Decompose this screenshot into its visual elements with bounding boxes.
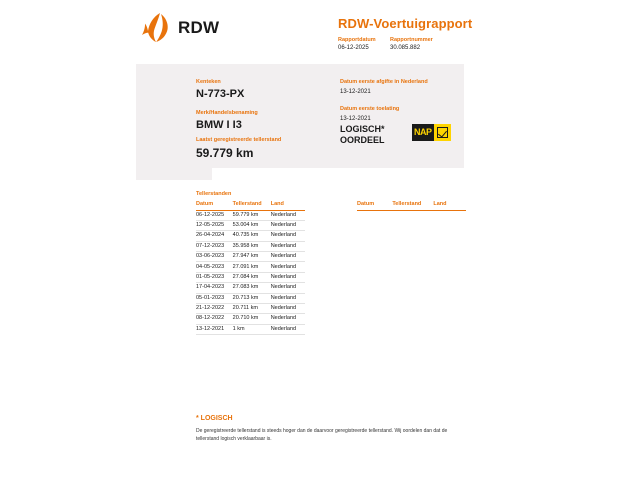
cell-datum: 17-04-2023	[196, 283, 233, 293]
footnote-title: * LOGISCH	[196, 415, 233, 422]
cell-tellerstand: 27.083 km	[233, 283, 271, 293]
cell-datum: 13-12-2021	[196, 324, 233, 334]
eerste-toelating-value: 13-12-2021	[340, 116, 371, 122]
table-row	[196, 252, 305, 262]
card-left-column	[196, 78, 346, 140]
cell-land: Nederland	[271, 220, 305, 230]
cell-land: Nederland	[271, 210, 305, 220]
cell-tellerstand: 40.735 km	[233, 231, 271, 241]
meta-report-number-value: 30.085.882	[390, 45, 421, 51]
cell-datum: 12-05-2025	[196, 220, 233, 230]
rdw-logo-text: RDW	[178, 18, 220, 37]
cell-land: Nederland	[271, 293, 305, 303]
column-header-datum-2: Datum	[357, 200, 392, 210]
verdict-block	[340, 124, 385, 146]
table-row	[196, 231, 305, 241]
cell-land: Nederland	[271, 262, 305, 272]
meta-report-number-label: Rapportnummer	[390, 37, 433, 43]
cell-datum: 08-12-2022	[196, 314, 233, 324]
cell-land: Nederland	[271, 283, 305, 293]
cell-land: Nederland	[271, 324, 305, 334]
nap-badge	[412, 124, 452, 141]
table-row	[196, 241, 305, 251]
nap-label: NAP	[412, 124, 434, 141]
column-header-land-2: Land	[433, 200, 466, 210]
kenteken-label: Kenteken	[196, 79, 221, 85]
cell-tellerstand: 1 km	[233, 324, 271, 334]
cell-datum: 21-12-2022	[196, 303, 233, 313]
table-row	[196, 210, 305, 220]
last-odometer-label: Laatst geregistreerde tellerstand	[196, 137, 282, 143]
footnote-block	[196, 414, 470, 443]
odometer-readings-section	[196, 190, 466, 335]
cell-datum: 01-05-2023	[196, 272, 233, 282]
cell-datum: 03-06-2023	[196, 252, 233, 262]
table-header-row	[357, 200, 466, 210]
page-title: RDW-Voertuigrapport	[338, 16, 473, 31]
eerste-afgifte-value: 13-12-2021	[340, 89, 371, 95]
column-header-datum: Datum	[196, 200, 233, 210]
cell-tellerstand: 53.004 km	[233, 220, 271, 230]
cell-datum: 04-05-2023	[196, 262, 233, 272]
last-odometer-value: 59.779 km	[196, 146, 254, 160]
merk-label: Merk/Handelsbenaming	[196, 110, 258, 116]
cell-tellerstand: 20.713 km	[233, 293, 271, 303]
cell-land: Nederland	[271, 241, 305, 251]
cell-datum: 26-04-2024	[196, 231, 233, 241]
table-row	[196, 303, 305, 313]
table-row	[196, 314, 305, 324]
check-box-icon	[437, 127, 448, 138]
report-header	[0, 0, 640, 60]
card-notch	[136, 168, 212, 180]
kenteken-value: N-773-PX	[196, 88, 245, 100]
cell-tellerstand: 27.091 km	[233, 262, 271, 272]
meta-report-number	[390, 36, 442, 53]
meta-report-date-label: Rapportdatum	[338, 37, 376, 43]
odometer-table-heading: Tellerstanden	[196, 191, 232, 197]
table-row	[196, 220, 305, 230]
table-row	[196, 283, 305, 293]
table-header-row	[196, 200, 305, 210]
rdw-logo	[140, 12, 219, 44]
eerste-afgifte-label: Datum eerste afgifte in Nederland	[340, 79, 428, 85]
table-row	[196, 262, 305, 272]
cell-tellerstand: 35.958 km	[233, 241, 271, 251]
rdw-flame-icon	[140, 12, 170, 44]
table-row	[196, 324, 305, 334]
cell-datum: 06-12-2025	[196, 210, 233, 220]
cell-tellerstand: 20.711 km	[233, 303, 271, 313]
eerste-toelating-label: Datum eerste toelating	[340, 106, 400, 112]
cell-tellerstand: 27.947 km	[233, 252, 271, 262]
table-row	[196, 293, 305, 303]
column-header-tellerstand: Tellerstand	[233, 200, 271, 210]
verdict-line-2: OORDEEL	[340, 135, 385, 145]
column-header-tellerstand-2: Tellerstand	[392, 200, 433, 210]
meta-report-date-value: 06-12-2025	[338, 45, 369, 51]
odometer-table-right	[357, 200, 466, 335]
nap-check-area	[434, 124, 451, 141]
cell-land: Nederland	[271, 303, 305, 313]
cell-tellerstand: 59.779 km	[233, 210, 271, 220]
cell-datum: 05-01-2023	[196, 293, 233, 303]
cell-land: Nederland	[271, 252, 305, 262]
odometer-table-left	[196, 200, 305, 335]
column-header-land: Land	[271, 200, 305, 210]
report-meta	[338, 36, 442, 53]
cell-datum: 07-12-2023	[196, 241, 233, 251]
table-row	[196, 272, 305, 282]
merk-value: BMW I I3	[196, 119, 242, 131]
cell-tellerstand: 20.710 km	[233, 314, 271, 324]
vehicle-summary-card	[136, 64, 464, 168]
meta-report-date	[338, 36, 390, 53]
footnote-body: De geregistreerde tellerstand is steeds hoger dan de daarvoor geregistreerde tellerstand. Wij oordelen dan dat de tellerstand logisch verklaarbaar is.	[196, 428, 448, 442]
cell-tellerstand: 27.084 km	[233, 272, 271, 282]
cell-land: Nederland	[271, 272, 305, 282]
cell-land: Nederland	[271, 231, 305, 241]
verdict-line-1: LOGISCH*	[340, 124, 385, 134]
cell-land: Nederland	[271, 314, 305, 324]
last-odometer-block	[196, 136, 281, 161]
